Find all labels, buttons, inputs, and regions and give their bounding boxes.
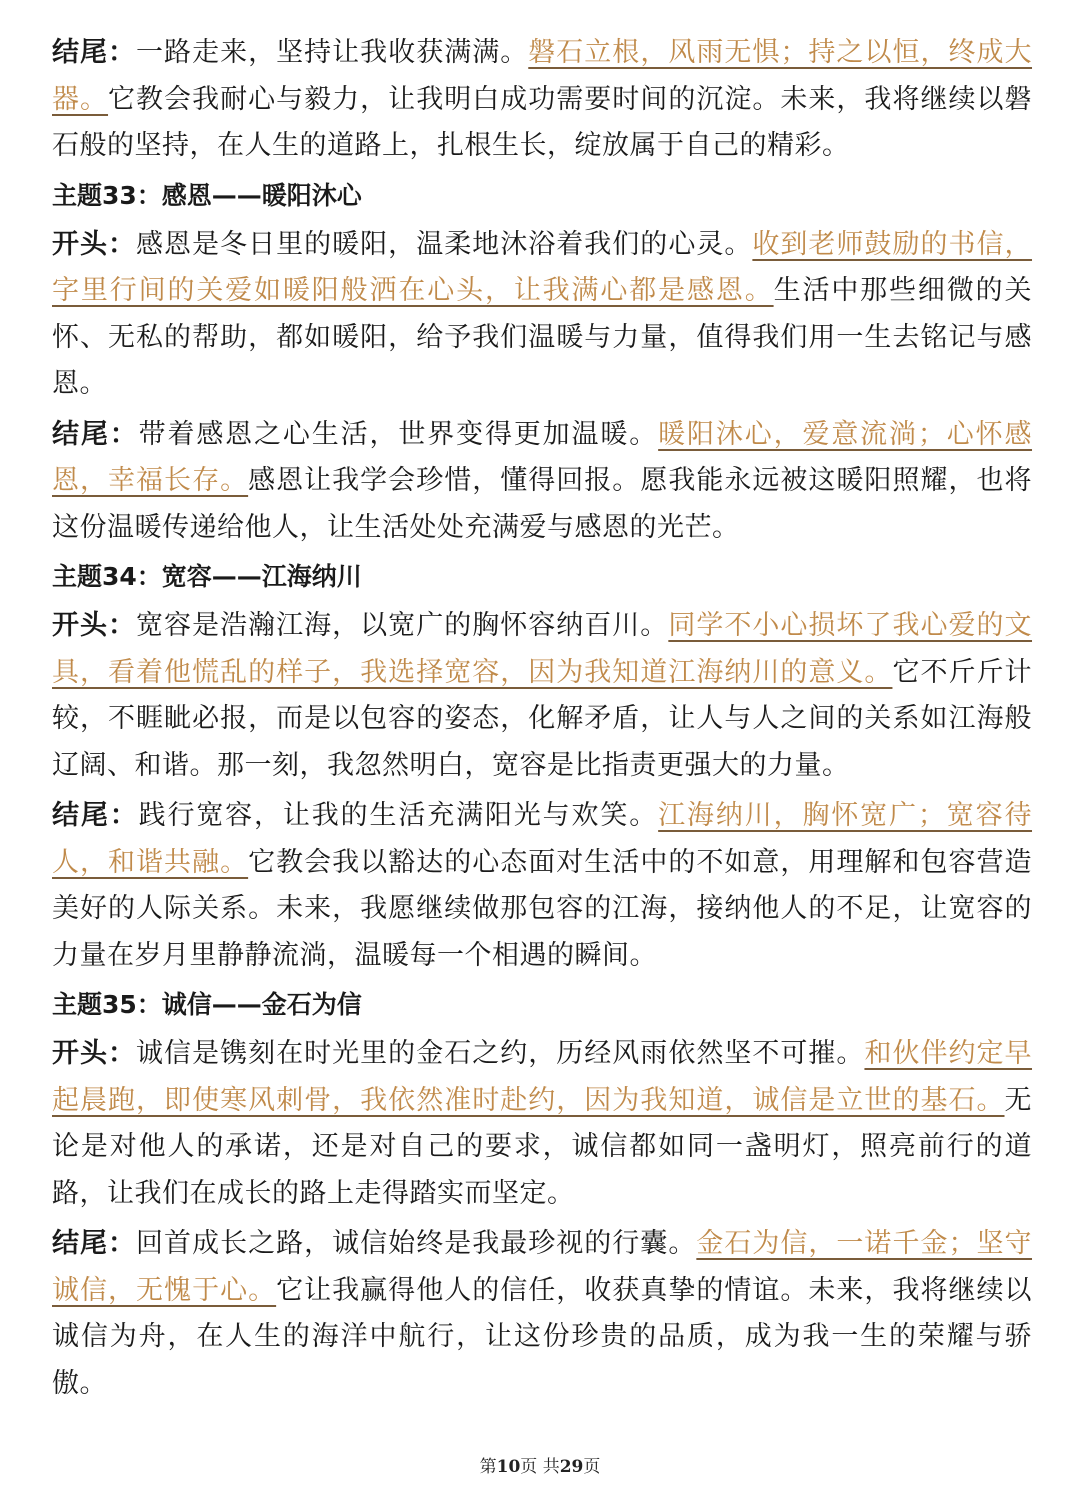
paragraph-text: 感恩让我学会珍惜，懂得回报。愿我能永远被这暖阳照耀，也将这份温暖传递给他人，让生活处处充满爱与感恩的光芒。	[52, 465, 1033, 543]
opening-paragraph	[52, 222, 1032, 408]
ending-paragraph	[52, 793, 1032, 979]
paragraph-text: 感恩是冬日里的暖阳，温柔地沐浴着我们的心灵。	[136, 228, 753, 260]
paragraph-label: 开头：	[52, 1038, 137, 1069]
opening-paragraph	[52, 1031, 1032, 1217]
paragraph-text: 它教会我以豁达的心态面对生活中的不如意，用理解和包容营造美好的人际关系。未来，我愿继续做那包容的江海，接纳他人的不足，让宽容的力量在岁月里静静流淌，温暖每一个相遇的瞬间。	[52, 846, 1033, 971]
paragraph-text: 宽容是浩瀚江海，以宽广的胸怀容纳百川。	[136, 610, 669, 641]
footer-suffix: 页	[583, 1457, 601, 1477]
highlighted-sentence: 磐石立根，风雨无惧；持之以恒，终成大器。	[52, 37, 1033, 115]
paragraph-label: 开头：	[52, 610, 137, 641]
paragraph-label: 开头：	[52, 228, 137, 260]
paragraph-text: 诚信是镌刻在时光里的金石之约，历经风雨依然坚不可摧。	[136, 1038, 865, 1069]
footer-middle: 页 共	[520, 1457, 560, 1477]
paragraph-text: 它教会我耐心与毅力，让我明白成功需要时间的沉淀。未来，我将继续以磐石般的坚持，在人生的道路上，扎根生长，绽放属于自己的精彩。	[52, 83, 1033, 161]
document-page	[52, 30, 1032, 1411]
paragraph-text: 带着感恩之心生活，世界变得更加温暖。	[138, 418, 659, 450]
ending-paragraph	[52, 412, 1032, 552]
highlighted-sentence: 同学不小心损坏了我心爱的文具，看着他慌乱的样子，我选择宽容，因为我知道江海纳川的意义。	[52, 610, 1033, 688]
highlighted-sentence: 和伙伴约定早起晨跑，即使寒风刺骨，我依然准时赴约，因为我知道，诚信是立世的基石。	[52, 1038, 1033, 1116]
highlighted-sentence: 江海纳川，胸怀宽广；宽容待人，和谐共融。	[52, 800, 1033, 878]
paragraph-text: 它让我赢得他人的信任，收获真挚的情谊。未来，我将继续以诚信为舟，在人生的海洋中航行，让这份珍贵的品质，成为我一生的荣耀与骄傲。	[52, 1274, 1033, 1399]
ending-paragraph	[52, 1221, 1032, 1407]
highlighted-sentence: 收到老师鼓励的书信，字里行间的关爱如暖阳般洒在心头，让我满心都是感恩。	[52, 228, 1033, 306]
paragraph-label: 结尾：	[52, 800, 139, 831]
paragraph-label: 结尾：	[52, 1228, 137, 1259]
ending-paragraph	[52, 30, 1032, 170]
paragraph-text: 生活中那些细微的关怀、无私的帮助，都如暖阳，给予我们温暖与力量，值得我们用一生去铭记与感恩。	[52, 275, 1033, 399]
topic-heading: 主题33：感恩——暖阳沐心	[52, 180, 362, 210]
topic-heading: 主题35：诚信——金石为信	[52, 990, 362, 1019]
opening-paragraph	[52, 603, 1032, 789]
paragraph-label: 结尾：	[52, 418, 139, 450]
paragraph-text: 践行宽容，让我的生活充满阳光与欢笑。	[138, 800, 659, 831]
paragraph-text: 它不斤斤计较，不睚眦必报，而是以包容的姿态，化解矛盾，让人与人之间的关系如江海般辽阔、和谐。那一刻，我忽然明白，宽容是比指责更强大的力量。	[52, 656, 1033, 781]
paragraph-text: 一路走来，坚持让我收获满满。	[136, 37, 529, 68]
footer-prefix: 第	[479, 1457, 497, 1477]
paragraph-label: 结尾：	[52, 37, 137, 68]
page-footer	[0, 1452, 1080, 1477]
paragraph-text: 回首成长之路，诚信始终是我最珍视的行囊。	[136, 1228, 697, 1259]
current-page-number: 10	[496, 1457, 521, 1477]
topic-heading: 主题34：宽容——江海纳川	[52, 562, 362, 591]
paragraph-text: 无论是对他人的承诺，还是对自己的要求，诚信都如同一盏明灯，照亮前行的道路，让我们在成长的路上走得踏实而坚定。	[52, 1084, 1032, 1209]
highlighted-sentence: 暖阳沐心，爱意流淌；心怀感恩，幸福长存。	[52, 418, 1033, 496]
highlighted-sentence: 金石为信，一诺千金；坚守诚信，无愧于心。	[52, 1228, 1033, 1306]
total-page-count: 29	[559, 1457, 584, 1477]
